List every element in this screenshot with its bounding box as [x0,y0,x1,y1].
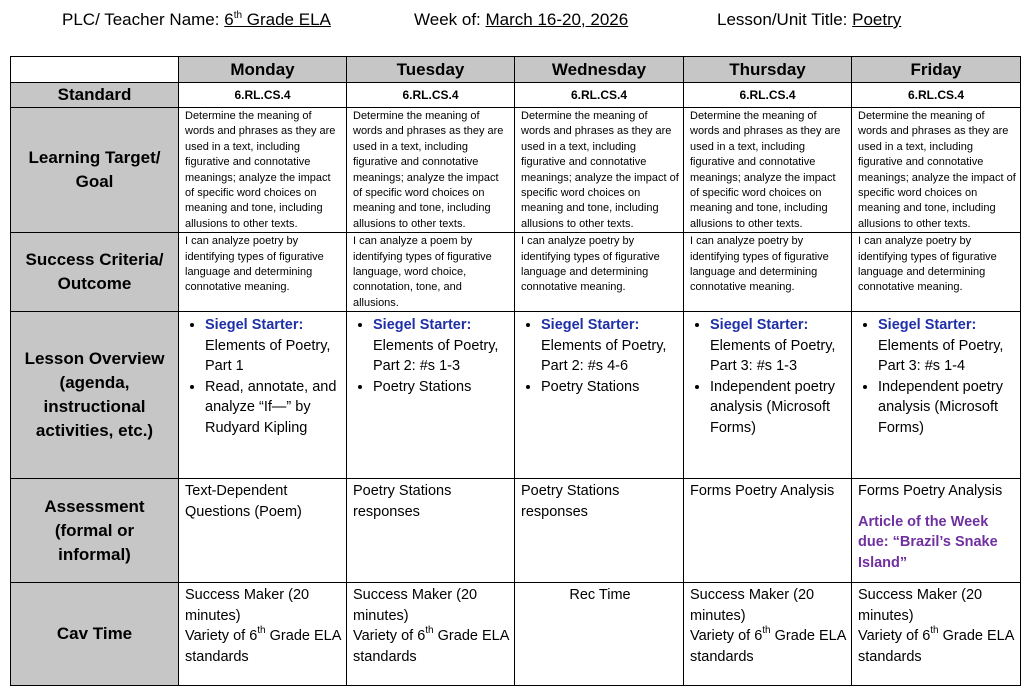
standard-cell: 6.RL.CS.4 [347,83,515,108]
variety-pre: Variety of 6 [858,628,931,645]
starter-text: Elements of Poetry, Part 3: #s 1-4 [878,337,1004,375]
day-header-friday: Friday [852,57,1021,83]
row-header-assessment: Assessment (formal or informal) [11,479,179,583]
overview-list [179,315,346,438]
overview-item [373,315,514,377]
success-maker-text: Success Maker (20 minutes) [858,587,983,624]
cav-cell-thursday [684,583,852,686]
success-criteria-cell: I can analyze poetry by identifying types of figurative language and determining connotative meaning. [515,233,684,312]
overview-item [541,315,683,377]
assessment-cell-thursday: Forms Poetry Analysis [684,479,852,583]
siegel-starter-label: Siegel Starter: [710,317,809,334]
row-header-standard: Standard [11,83,179,108]
day-header-row [11,57,1021,83]
success-criteria-cell: I can analyze poetry by identifying types of figurative language and determining connotative meaning. [852,233,1021,312]
page-header [0,8,1026,34]
success-maker-text: Success Maker (20 minutes) [185,587,310,624]
standard-cell: 6.RL.CS.4 [852,83,1021,108]
grade-number: 6 [224,10,234,29]
learning-target-cell: Determine the meaning of words and phrases as they are used in a text, including figurative and connotative meanings; analyze the impact of specific word choices on meaning and tone, including allusions to other texts. [179,108,347,233]
week-value: March 16-20, 2026 [485,10,629,29]
overview-cell-wednesday [515,312,684,479]
standard-cell: 6.RL.CS.4 [515,83,684,108]
variety-text [858,626,1016,667]
starter-text: Elements of Poetry, Part 2: #s 4-6 [541,337,667,375]
overview-list [684,315,851,438]
row-header-cav-time: Cav Time [11,583,179,686]
teacher-name-value [224,10,331,29]
learning-target-cell: Determine the meaning of words and phrases as they are used in a text, including figurative and connotative meanings; analyze the impact of specific word choices on meaning and tone, including allusions to other texts. [515,108,684,233]
variety-post: Grade ELA standards [353,628,509,665]
overview-cell-tuesday [347,312,515,479]
row-header-lesson-overview: Lesson Overview (agenda, instructional activities, etc.) [11,312,179,479]
standard-cell: 6.RL.CS.4 [179,83,347,108]
learning-target-cell: Determine the meaning of words and phrases as they are used in a text, including figurative and connotative meanings; analyze the impact of specific word choices on meaning and tone, including allusions to other texts. [347,108,515,233]
assessment-cell-tuesday: Poetry Stations responses [347,479,515,583]
assessment-row [11,479,1021,583]
variety-post: Grade ELA standards [185,628,341,665]
siegel-starter-label: Siegel Starter: [541,317,640,334]
row-header-success-criteria: Success Criteria/ Outcome [11,233,179,312]
lesson-plan-table [10,56,1021,686]
assessment-text: Forms Poetry Analysis [858,483,1003,500]
variety-post: Grade ELA standards [858,628,1014,665]
overview-cell-friday [852,312,1021,479]
variety-sup: th [257,625,266,637]
variety-sup: th [425,625,434,637]
variety-sup: th [930,625,939,637]
starter-text: Elements of Poetry, Part 1 [205,337,331,375]
week-field [414,10,628,30]
lesson-value: Poetry [852,10,902,29]
grade-rest: Grade ELA [242,10,331,29]
variety-pre: Variety of 6 [690,628,763,645]
assessment-cell-wednesday: Poetry Stations responses [515,479,684,583]
overview-list [347,315,514,397]
overview-cell-monday [179,312,347,479]
learning-target-cell: Determine the meaning of words and phrases as they are used in a text, including figurative and connotative meanings; analyze the impact of specific word choices on meaning and tone, including allusions to other texts. [684,108,852,233]
assessment-cell-friday [852,479,1021,583]
lesson-title-field [717,10,901,30]
variety-sup: th [762,625,771,637]
day-header-wednesday: Wednesday [515,57,684,83]
lesson-overview-row [11,312,1021,479]
lesson-label: Lesson/Unit Title: [717,10,853,29]
cav-cell-monday [179,583,347,686]
siegel-starter-label: Siegel Starter: [878,317,977,334]
siegel-starter-label: Siegel Starter: [205,317,304,334]
success-maker-text: Success Maker (20 minutes) [353,587,478,624]
variety-pre: Variety of 6 [353,628,426,645]
corner-cell [11,57,179,83]
teacher-name-field [62,10,331,30]
overview-item: • Independent poetry analysis (Microsoft Forms) [710,377,851,439]
cav-cell-tuesday [347,583,515,686]
overview-item: • Poetry Stations [541,377,683,398]
article-of-week-note: Article of the Week due: “Brazil’s Snake Island” [858,513,998,571]
plc-label: PLC/ Teacher Name: [62,10,225,29]
learning-target-cell: Determine the meaning of words and phrases as they are used in a text, including figurative and connotative meanings; analyze the impact of specific word choices on meaning and tone, including allusions to other texts. [852,108,1021,233]
variety-post: Grade ELA standards [690,628,846,665]
overview-list [852,315,1020,438]
variety-text [353,626,510,667]
starter-text: Elements of Poetry, Part 3: #s 1-3 [710,337,836,375]
success-criteria-cell: I can analyze a poem by identifying types of figurative language, word choice, connotation, tone, and allusions. [347,233,515,312]
overview-item [878,315,1020,377]
variety-text [185,626,342,667]
learning-target-row [11,108,1021,233]
row-header-learning-target: Learning Target/ Goal [11,108,179,233]
variety-pre: Variety of 6 [185,628,258,645]
cav-cell-wednesday: Rec Time [515,583,684,686]
success-criteria-cell: I can analyze poetry by identifying types of figurative language and determining connotative meaning. [179,233,347,312]
success-criteria-cell: I can analyze poetry by identifying types of figurative language and determining connotative meaning. [684,233,852,312]
overview-item: • Read, annotate, and analyze “If—” by Rudyard Kipling [205,377,346,439]
overview-item: • Poetry Stations [373,377,514,398]
day-header-monday: Monday [179,57,347,83]
cav-cell-friday [852,583,1021,686]
overview-list [515,315,683,397]
week-label: Week of: [414,10,486,29]
starter-text: Elements of Poetry, Part 2: #s 1-3 [373,337,499,375]
variety-text [690,626,847,667]
day-header-thursday: Thursday [684,57,852,83]
standard-row [11,83,1021,108]
grade-suffix: th [233,10,243,21]
cav-time-row [11,583,1021,686]
success-maker-text: Success Maker (20 minutes) [690,587,815,624]
success-criteria-row [11,233,1021,312]
overview-item [710,315,851,377]
overview-item: • Independent poetry analysis (Microsoft Forms) [878,377,1020,439]
siegel-starter-label: Siegel Starter: [373,317,472,334]
overview-item [205,315,346,377]
assessment-cell-monday: Text-Dependent Questions (Poem) [179,479,347,583]
overview-cell-thursday [684,312,852,479]
day-header-tuesday: Tuesday [347,57,515,83]
standard-cell: 6.RL.CS.4 [684,83,852,108]
